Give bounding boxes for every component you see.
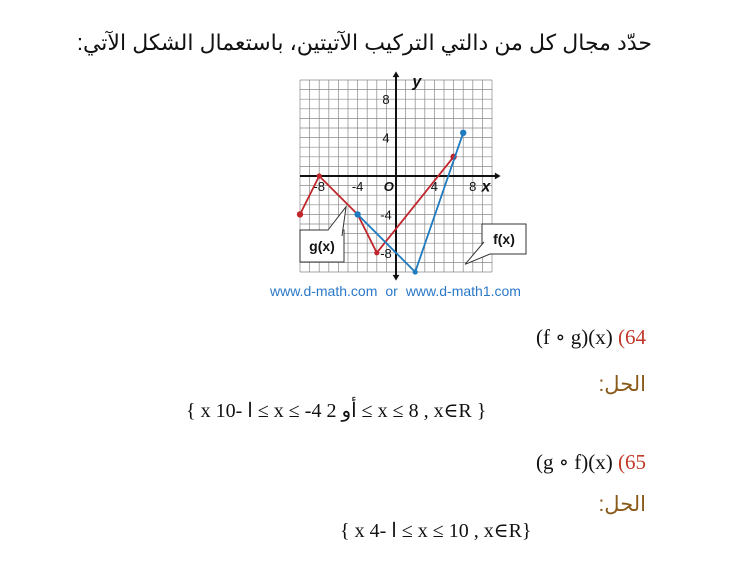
problem-number: (65	[618, 450, 646, 474]
y-tick-label: -4	[380, 207, 392, 223]
problem-number: (64	[618, 325, 646, 349]
y-tick-label: 8	[382, 92, 390, 108]
origin-label: O	[383, 179, 394, 194]
y-axis-label: y	[412, 73, 422, 91]
g-graph-vertex	[374, 250, 379, 255]
source-left: www.d-math.com	[270, 283, 378, 299]
f-graph-vertex	[413, 269, 418, 274]
x-axis-arrow	[495, 173, 501, 180]
g-graph-vertex	[317, 173, 322, 178]
y-axis-arrow	[393, 71, 400, 77]
problem-64	[536, 325, 646, 350]
question-text: حدّد مجال كل من دالتي التركيب الآتيتين، باستعمال الشكل الآتي:	[76, 30, 652, 55]
y-tick-label: 4	[382, 130, 390, 146]
f-callout-label: f(x)	[493, 231, 515, 247]
solution-label: الحل:	[598, 373, 646, 396]
x-tick-label: -8	[313, 179, 325, 194]
problem-expression: (g ∘ f)(x)	[535, 450, 613, 474]
answer-64: { x ا -10 ≤ x ≤ -4 أو 2 ≤ x ≤ 8 , x∈R }	[186, 400, 487, 422]
x-tick-label: 4	[430, 179, 439, 194]
f-graph-endpoint	[354, 211, 360, 217]
solution-label: الحل:	[598, 493, 646, 516]
f-graph-endpoint	[460, 130, 466, 136]
x-tick-label: -4	[351, 179, 364, 194]
answer-65: { x ا -4 ≤ x ≤ 10 , x∈R}	[340, 520, 532, 542]
x-axis-label: x	[481, 178, 491, 196]
f-graph-line	[358, 130, 464, 272]
function-graph	[298, 73, 515, 284]
g-graph-endpoint	[297, 211, 303, 217]
problem-65	[536, 450, 646, 475]
y-axis-arrow-down	[393, 275, 400, 281]
source-right: www.d-math1.com	[405, 283, 521, 299]
source-or: or	[385, 283, 398, 299]
problem-expression: (f ∘ g)(x)	[535, 325, 613, 349]
y-tick-label: -8	[380, 245, 392, 261]
g-callout-label: g(x)	[309, 238, 335, 254]
x-tick-label: 8	[469, 179, 477, 194]
source-credits	[270, 283, 521, 299]
